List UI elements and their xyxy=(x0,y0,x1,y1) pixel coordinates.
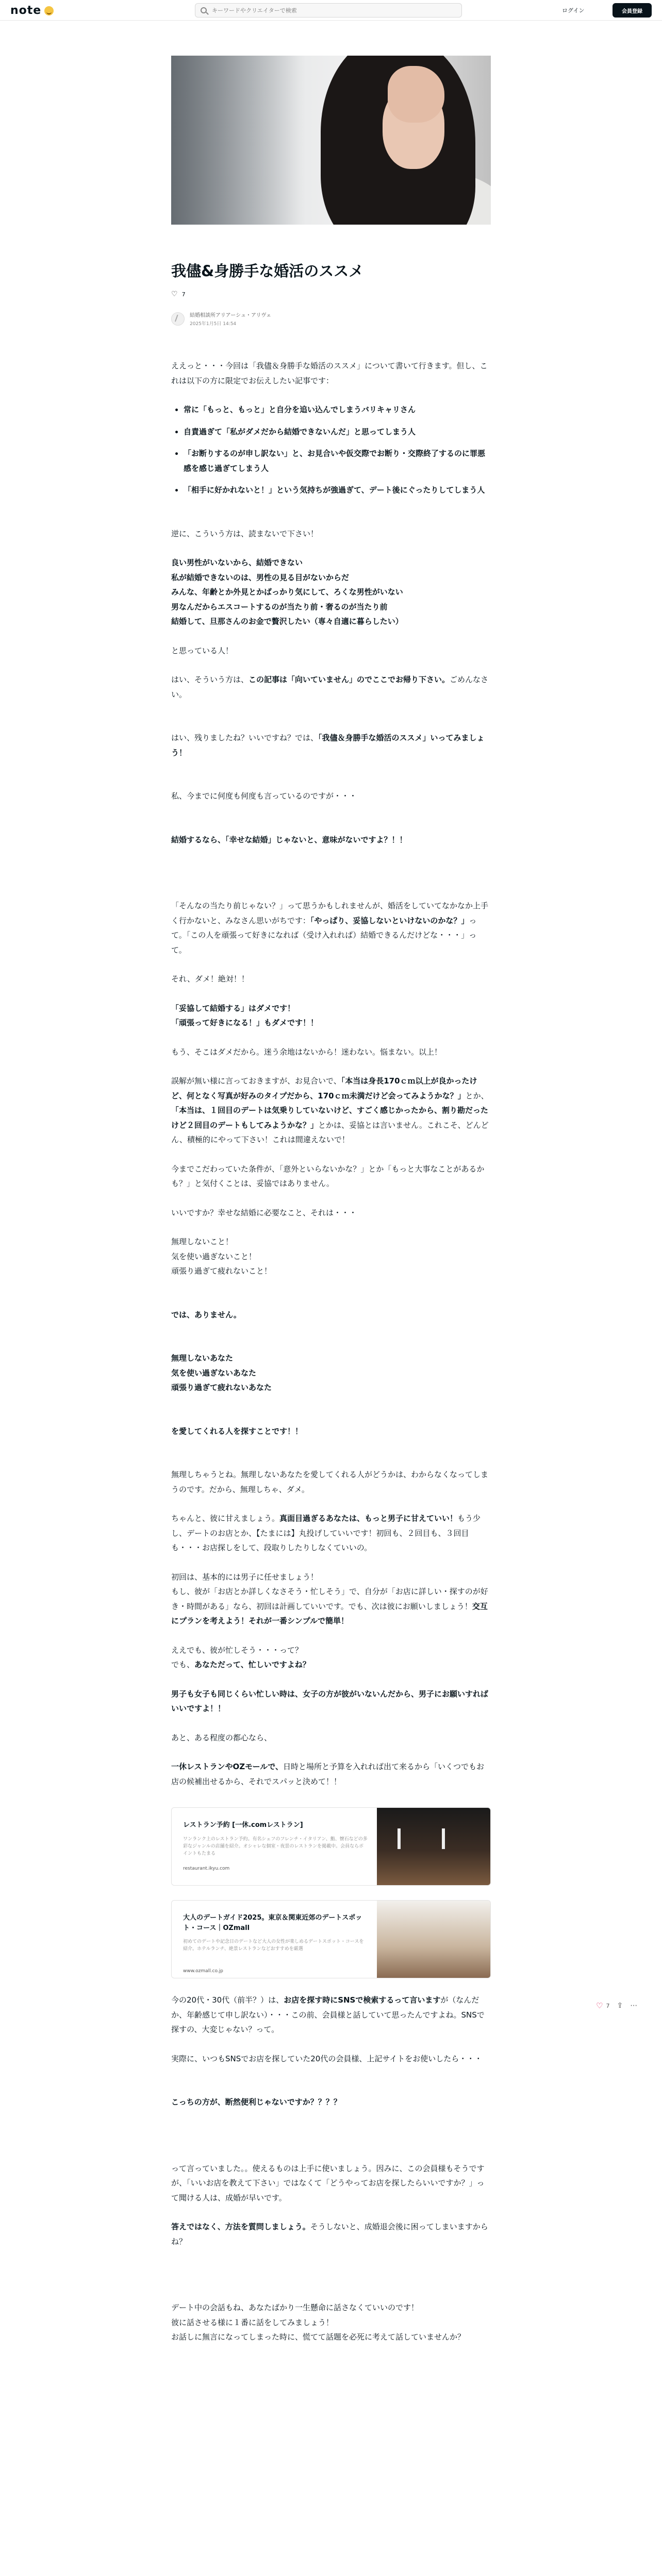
card-thumbnail[interactable] xyxy=(377,1808,490,1885)
list-item: 無理しないあなた xyxy=(171,1353,234,1363)
list-item: 私が結婚できないのは、男性の見る目がないからだ xyxy=(171,572,350,582)
card-description: ワンランク上のレストラン予約。有名シェフのフレンチ・イタリアン、鮨、懐石などの多彩なジャンルの店舗を紹介。オシャレな個室・夜景のレストランを掲載中。会員ならポイントもたまる xyxy=(183,1836,368,1857)
list-item: 「妥協して結婚する」はダメです！ xyxy=(171,1003,295,1013)
author-info[interactable] xyxy=(171,311,271,327)
paragraph: こっちの方が、断然便利じゃないですか？？？？ xyxy=(171,2097,341,2107)
paragraph: 初回は、基本的には男子に任せましょう！ xyxy=(171,1572,319,1582)
paragraph: を愛してくれる人を探すことです！！ xyxy=(171,1426,303,1436)
paragraph: あと、ある程度の都心なら、 xyxy=(171,1733,272,1742)
paragraph: 誤解が無い様に言っておきますが、お見合いで、「本当は身長170ｃｍ以上が良かったけど、何となく写真が好みのタイプだから、170ｃｍ未満だけど会ってみようかな？」とか、「本当は、１回目のデートは気乗りしていないけど、すごく感じかったから、割り勘だったけど２回目のデートもしてみようかな？」とかは、妥協とは言いません。これこそ、どんどん、積極的にやって下さい！これは間違えないで！ xyxy=(171,1076,489,1144)
you-list xyxy=(171,1351,491,1395)
list-item: 頑張り過ぎて疲れないあなた xyxy=(171,1383,272,1392)
card-title[interactable]: レストラン予約 [一休.comレストラン] xyxy=(183,1821,303,1829)
list-item: 気を使い過ぎないあなた xyxy=(171,1368,257,1378)
list-item: • 「お断りするのが申し訳ない」と、お見合いや仮交際でお断り・交際終了するのに罪悪感を感じ過ぎてしまう人 xyxy=(184,446,491,476)
paragraph: それ、ダメ！絶対！！ xyxy=(171,974,249,984)
publish-date: 2025年1月5日 14:54 xyxy=(190,321,237,327)
list-item: 無理しないこと！ xyxy=(171,1237,234,1246)
more-icon[interactable]: ⋯ xyxy=(630,2002,638,2010)
paragraph: ちゃんと、彼に甘えましょう。真面目過ぎるあなたは、もっと男子に甘えていい！もう少し、デートのお店とか、【たまには】丸投げしていいです！初回も、２回目も、３回目も・・・お店探しをして、段取りしたりしなくていいの。 xyxy=(171,1514,481,1552)
target-reader-list xyxy=(171,402,491,498)
search-input[interactable] xyxy=(212,7,454,14)
paragraph: 逆に、こういう方は、読まないで下さい！ xyxy=(171,529,319,538)
paragraph: 今までこだわっていた条件が、「意外といらないかな？」とか「もっと大事なことがあるかも？」と気付くことは、妥協ではありません。 xyxy=(171,1164,485,1188)
paragraph: でも、あなただって、忙しいですよね？ xyxy=(171,1660,310,1669)
link-card-ozmall[interactable] xyxy=(171,1900,491,1978)
search-icon xyxy=(201,7,207,13)
paragraph: はい、そういう方は、この記事は「向いていません」のでここでお帰り下さい。ごめんなさい。 xyxy=(171,675,489,699)
paragraph: 男子も女子も同じくらい忙しい時は、女子の方が彼がいないんだから、男子にお願いすればいいですよ！！ xyxy=(171,1689,489,1713)
list-item: 頑張り過ぎて疲れないこと！ xyxy=(171,1266,272,1276)
card-thumbnail[interactable] xyxy=(377,1901,490,1978)
paragraph: ええでも、彼が忙しそう・・・って？ xyxy=(171,1645,303,1655)
paragraph: 答えではなく、方法を質問しましょう。そうしないと、成婚退会後に困ってしまいますからね？ xyxy=(171,2222,488,2246)
paragraph: 今の20代・30代（前半？）は、お店を探す時にSNSで検索するって言いますが（なんだか、年齢感じて申し訳ない）・・・この前、会員様と話していて思ったんですよね。SNSで探すの、大変じゃない？って。 xyxy=(171,1995,485,2034)
like-button[interactable] xyxy=(596,2001,609,2010)
paragraph: 無理しちゃうとね。無理しないあなたを愛してくれる人がどうかは、わからなくなってしまうのです。だから、無理しちゃ、ダメ。 xyxy=(171,1470,489,1494)
paragraph: って言っていました。。使えるものは上手に使いましょう。因みに、この会員様もそうですが、「いいお店を教えて下さい」ではなくて「どうやってお店を探したらいいですか？」って聞ける人は、成婚が早いです。 xyxy=(171,2163,485,2202)
paragraph: お話しに無言になってしまった時に、慌てて話題を必死に考えて話していませんか？ xyxy=(171,2332,466,2342)
list-item: • 「相手に好かれないと！」という気持ちが強過ぎて、デート後にぐったりしてしまう人 xyxy=(184,483,491,498)
paragraph: と思っている人！ xyxy=(171,646,234,655)
list-item: • 常に「もっと、もっと」と自分を追い込んでしまうバリキャリさん xyxy=(184,402,491,417)
like-count: 7 xyxy=(606,2002,610,2009)
hero-figure-hand xyxy=(388,66,444,123)
floating-actions xyxy=(596,2001,637,2010)
need-list xyxy=(171,1234,491,1279)
card-url[interactable]: www.ozmall.co.jp xyxy=(183,1969,223,1974)
paragraph: デート中の会話もね、あなたばかり一生懸命に話さなくていいのです！ xyxy=(171,2303,419,2312)
paragraph: 彼に話させる様に１番に話をしてみましょう！ xyxy=(171,2317,334,2327)
paragraph: もし、彼が「お店とか詳しくなさそう・忙しそう」で、自分が「お店に詳しい・探すのが好き・時間がある」なら、初回は計画していいです。でも、次は彼にお願いしましょう！交互にプランを考えよう！それが一番シンプルで簡単！ xyxy=(171,1587,488,1625)
heart-icon[interactable]: ♡ xyxy=(596,2001,603,2010)
card-url[interactable]: restaurant.ikyu.com xyxy=(183,1866,230,1871)
list-item: 「頑張って好きになる！」もダメです！！ xyxy=(171,1018,319,1027)
article-body xyxy=(171,359,491,2345)
link-card-ikyu[interactable] xyxy=(171,1807,491,1886)
paragraph: では、ありません。 xyxy=(171,1310,241,1319)
paragraph: いいですか？幸せな結婚に必要なこと、それは・・・ xyxy=(171,1208,357,1217)
smile-face-icon xyxy=(44,6,54,15)
login-link[interactable]: ログイン xyxy=(562,7,585,14)
author-name[interactable]: 結婚相談所アリアーシュ・アリヴェ xyxy=(190,313,272,318)
intro-paragraph: ええっと・・・今回は「我儘＆身勝手な婚活のススメ」について書いて行きます。但し、これは以下の方に限定でお伝えしたい記事です： xyxy=(171,361,488,385)
card-title[interactable]: 大人のデートガイド2025。東京＆関東近郊のデートスポット・コース｜OZmall xyxy=(183,1914,362,1932)
card-description: 初めてのデートや記念日のデートなど大人の女性が楽しめるデートスポット・コースを紹介。ホテルランチ、絶景レストランなどおすすめを厳選 xyxy=(183,1939,364,1952)
paragraph: もう、そこはダメだから。迷う余地はないから！迷わない。悩まない。以上！ xyxy=(171,1047,442,1057)
share-icon[interactable]: ⇪ xyxy=(617,2002,623,2010)
list-item: 良い男性がいないから、結婚できない xyxy=(171,558,303,567)
avatar[interactable] xyxy=(171,312,185,326)
like-counter[interactable] xyxy=(171,290,186,298)
heart-icon[interactable]: ♡ xyxy=(171,290,178,298)
article-title: 我儘&身勝手な婚活のススメ xyxy=(171,262,364,280)
paragraph: 実際に、いつもSNSでお店を探していた20代の会員様、上記サイトをお使いしたら・・・ xyxy=(171,2054,483,2063)
logo-text: note xyxy=(10,4,42,17)
paragraph: 結婚するなら、「幸せな結婚」じゃないと、意味がないですよ？！！ xyxy=(171,835,407,844)
paragraph: 私、今までに何度も何度も言っているのですが・・・ xyxy=(171,791,357,801)
list-item: 男なんだからエスコートするのが当たり前・奢るのが当たり前 xyxy=(171,602,388,612)
list-item: 結婚して、旦那さんのお金で贅沢したい（専々自適に暮らしたい） xyxy=(171,617,403,626)
bad-mindset-list xyxy=(171,555,491,629)
paragraph: 一休レストランやOZモールで、日時と場所と予算を入れれば出て来るから「いくつでもお店の候補出せるから、それでスパッと決めて！！ xyxy=(171,1762,484,1786)
search-box[interactable] xyxy=(195,3,462,18)
like-count: 7 xyxy=(181,291,186,298)
paragraph: はい、残りましたね？いいですね？では、「我儘＆身勝手な婚活のススメ」いってみましょう！ xyxy=(171,733,485,757)
list-item: みんな、年齢とか外見とかばっかり気にして、ろくな男性がいない xyxy=(171,587,403,597)
hero-shadow xyxy=(171,56,305,225)
paragraph: 「そんなの当たり前じゃない？」って思うかもしれませんが、婚活をしていてなかなか上手く行かないと、みなさん思いがちです：「やっぱり、妥協しないといけないのかな？」って。「この人を頑張って好きになれば（受け入れれば）結婚できるんだけどな・・・」って。 xyxy=(171,901,489,955)
global-header xyxy=(0,0,662,21)
list-item: 気を使い過ぎないこと！ xyxy=(171,1251,257,1261)
dont-list xyxy=(171,1001,491,1030)
note-logo[interactable] xyxy=(10,4,54,17)
hero-image xyxy=(171,56,491,225)
signup-button[interactable]: 会員登録 xyxy=(613,3,652,18)
list-item: • 自責過ぎて「私がダメだから結婚できないんだ」と思ってしまう人 xyxy=(184,425,491,439)
